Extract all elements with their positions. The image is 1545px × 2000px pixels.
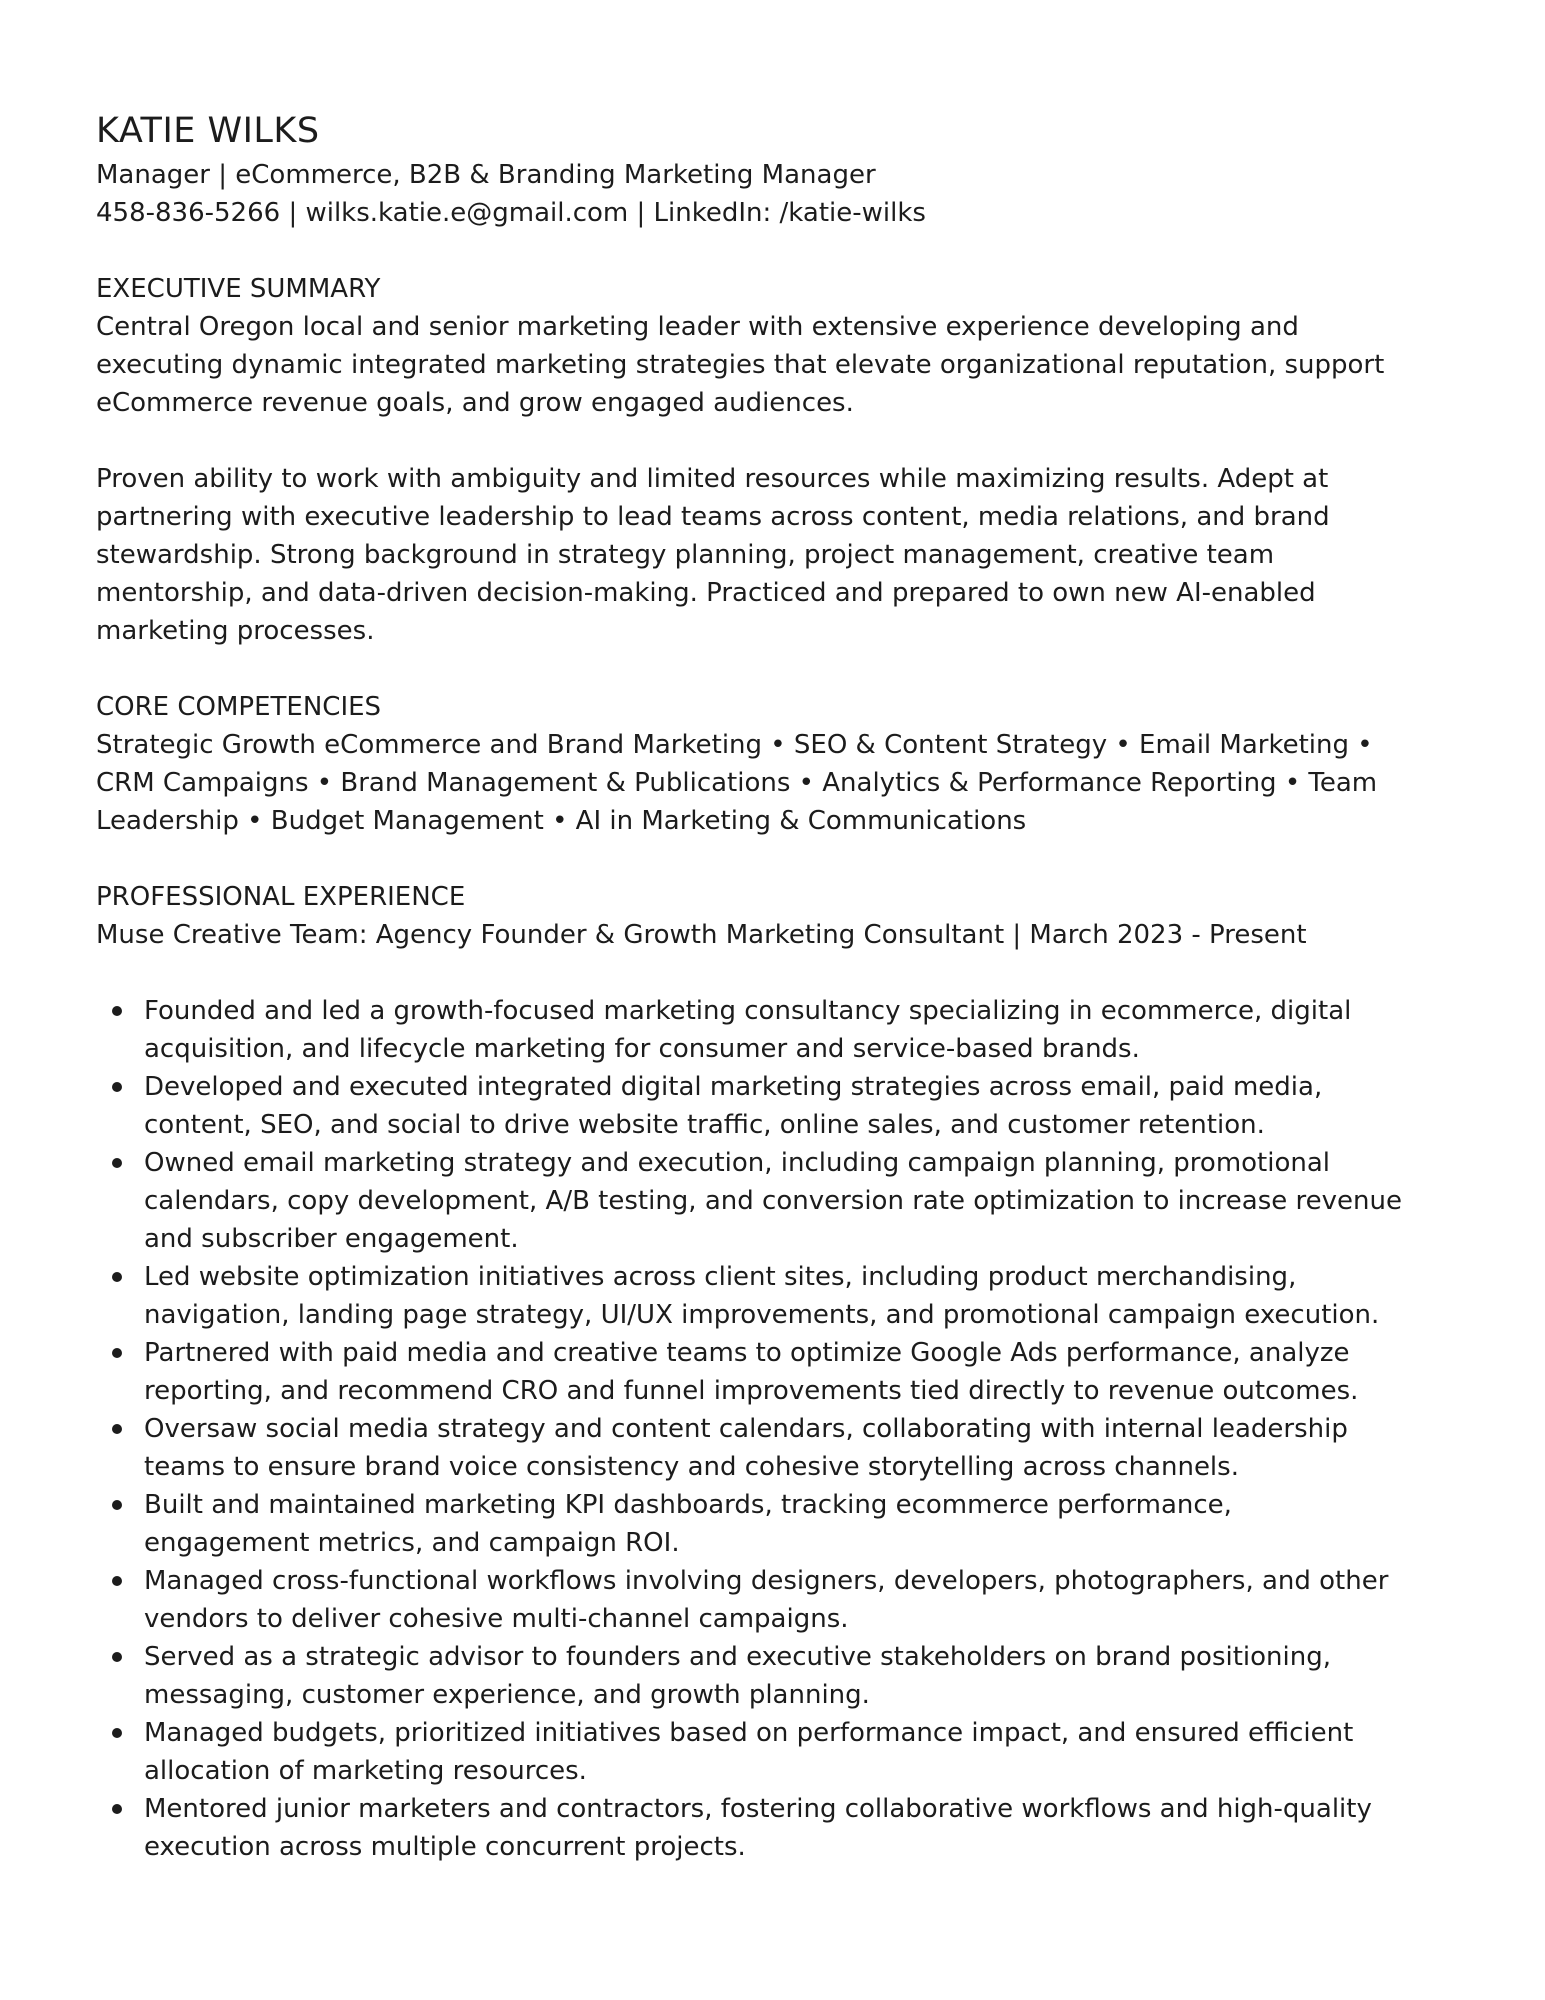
job-role-line: Muse Creative Team: Agency Founder & Growth Marketing Consultant | March 2023 - Present — [96, 920, 1307, 950]
section-title-core-competencies: CORE COMPETENCIES — [96, 692, 382, 722]
summary-paragraph: Central Oregon local and senior marketing leader with extensive experience developing and executing dynamic integrated marketing strategies that elevate organizational reputation, support eCommerce revenue goals, and grow engaged audiences. — [96, 312, 1385, 418]
core-competencies-section — [96, 688, 1405, 840]
experience-bullet: Founded and led a growth-focused marketing consultancy specializing in ecommerce, digital acquisition, and lifecycle marketing for consumer and service-based brands. — [96, 992, 1405, 1068]
experience-bullet: Mentored junior marketers and contractors, fostering collaborative workflows and high-quality execution across multiple concurrent projects. — [96, 1790, 1405, 1866]
candidate-name: KATIE WILKS — [96, 111, 320, 151]
experience-bullet: Managed cross-functional workflows involving designers, developers, photographers, and other vendors to deliver cohesive multi-channel campaigns. — [96, 1562, 1405, 1638]
section-title-professional-experience: PROFESSIONAL EXPERIENCE — [96, 882, 466, 912]
experience-bullet: Owned email marketing strategy and execution, including campaign planning, promotional calendars, copy development, A/B testing, and conversion rate optimization to increase revenue and subscriber engagement. — [96, 1144, 1405, 1258]
experience-bullet: Served as a strategic advisor to founders and executive stakeholders on brand positioning, messaging, customer experience, and growth planning. — [96, 1638, 1405, 1714]
executive-summary-section — [96, 270, 1405, 650]
experience-bullet-list — [96, 992, 1405, 1866]
experience-bullet: Partnered with paid media and creative teams to optimize Google Ads performance, analyze reporting, and recommend CRO and funnel improvements tied directly to revenue outcomes. — [96, 1334, 1405, 1410]
professional-experience-section — [96, 878, 1405, 1866]
experience-bullet: Built and maintained marketing KPI dashboards, tracking ecommerce performance, engagement metrics, and campaign ROI. — [96, 1486, 1405, 1562]
contact-line: 458-836-5266 | wilks.katie.e@gmail.com | LinkedIn: /katie-wilks — [96, 198, 926, 228]
experience-bullet: Managed budgets, prioritized initiatives based on performance impact, and ensured efficient allocation of marketing resources. — [96, 1714, 1405, 1790]
headline: Manager | eCommerce, B2B & Branding Marketing Manager — [96, 160, 876, 190]
competencies-list: Strategic Growth eCommerce and Brand Marketing • SEO & Content Strategy • Email Marketing • CRM Campaigns • Brand Management & Publications • Analytics & Performance Reporting • Team Leadership • Budget Management • AI in Marketing & Communications — [96, 730, 1378, 836]
experience-bullet: Developed and executed integrated digital marketing strategies across email, paid media, content, SEO, and social to drive website traffic, online sales, and customer retention. — [96, 1068, 1405, 1144]
experience-bullet: Led website optimization initiatives across client sites, including product merchandising, navigation, landing page strategy, UI/UX improvements, and promotional campaign execution. — [96, 1258, 1405, 1334]
summary-paragraph: Proven ability to work with ambiguity and limited resources while maximizing results. Adept at partnering with executive leadership to lead teams across content, media relations, and brand stewardship. Strong background in strategy planning, project management, creative team mentorship, and data-driven decision-making. Practiced and prepared to own new AI-enabled marketing processes. — [96, 464, 1330, 646]
experience-bullet: Oversaw social media strategy and content calendars, collaborating with internal leadership teams to ensure brand voice consistency and cohesive storytelling across channels. — [96, 1410, 1405, 1486]
section-title-executive-summary: EXECUTIVE SUMMARY — [96, 274, 381, 304]
resume-header — [96, 110, 1405, 232]
